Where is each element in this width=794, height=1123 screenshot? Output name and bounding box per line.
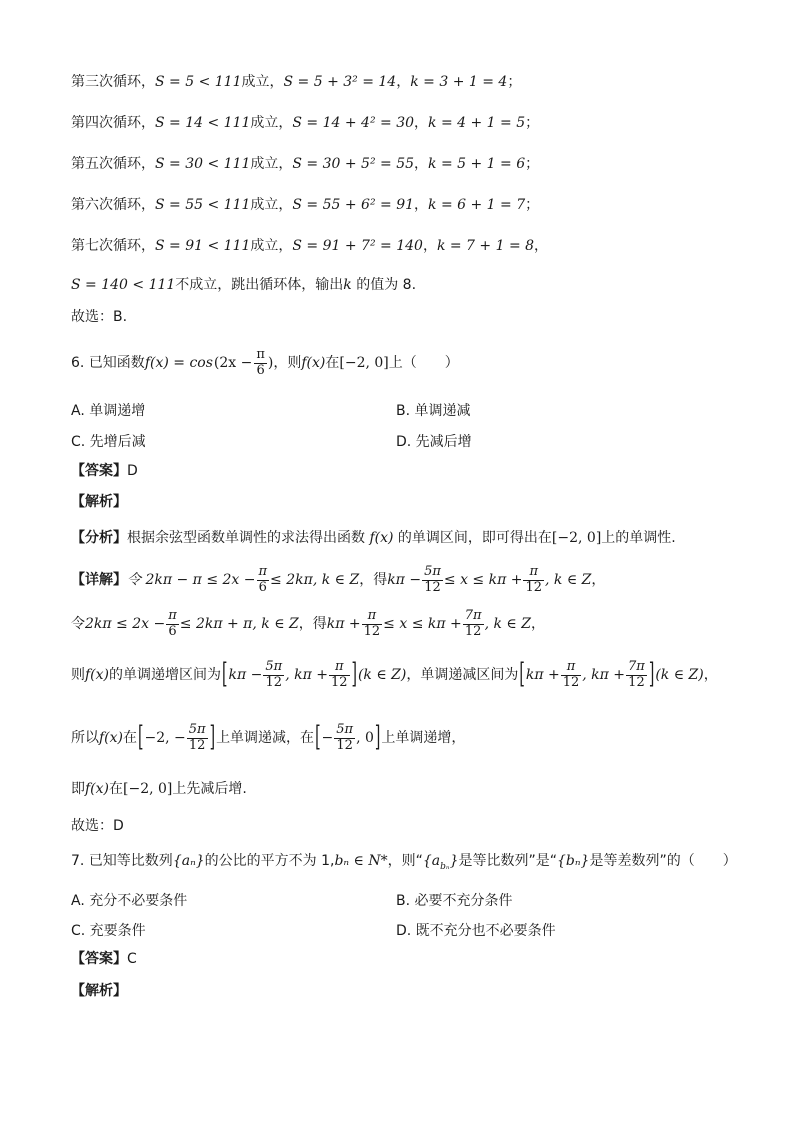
q7-option-a: A. 充分不必要条件 (71, 893, 188, 909)
q7-answer (71, 951, 137, 969)
frac-den: 12 (336, 737, 353, 753)
aset-close: } (449, 853, 459, 869)
stem-text: 上（ ） (388, 355, 459, 371)
frac-num: 5π (188, 722, 206, 738)
sequence-a-bn (422, 853, 459, 872)
loop-line-7: 第七次循环，S = 91 < 111成立，S = 91 + 7² = 140，k = 7 + 1 = 8， (71, 238, 549, 254)
loop-cond-tail: 成立， (250, 115, 293, 131)
fraction (187, 723, 208, 753)
frac-num: 7π (628, 659, 645, 675)
frac-num: π (168, 608, 177, 624)
math: , kπ + (285, 667, 328, 683)
answer-value: D (127, 463, 138, 479)
q6-answer (71, 463, 138, 481)
frac-num: 5π (265, 659, 283, 675)
frac-den: 6 (256, 362, 265, 378)
loop-line-5: 第五次循环，S = 30 < 111成立，S = 30 + 5² = 55，k = 5 + 1 = 6； (71, 156, 540, 172)
paren-open: (2x − (213, 355, 253, 371)
loop-label: 第六次循环， (71, 197, 155, 213)
text: ， (591, 572, 606, 588)
bracket-open: [ (138, 722, 144, 754)
aset-sub: bₙ (440, 861, 450, 872)
q6-option-b: B. 单调递减 (396, 403, 471, 419)
question-number: 6. (71, 355, 85, 371)
loop-cond: S = 14 < 111 (155, 115, 251, 131)
math: , 0 (356, 730, 374, 746)
math: ≤ 2kπ + π, k ∈ Z (179, 616, 299, 632)
frac-num: π (523, 565, 544, 580)
frac-den: 12 (525, 579, 543, 595)
q7-option-d: D. 既不充分也不必要条件 (396, 923, 556, 939)
loop-cond-tail: 成立， (250, 197, 293, 213)
loop-cond-tail: 成立， (250, 238, 293, 254)
fx: f(x) (369, 530, 394, 546)
math: 令 2kπ − π ≤ 2x − (127, 572, 256, 588)
fx: f(x) (99, 730, 124, 746)
frac-num: π (329, 660, 350, 675)
q7-stem (71, 853, 737, 873)
math: (k ∈ Z) (655, 667, 704, 683)
math: , kπ + (582, 667, 626, 683)
frac-den: 6 (258, 579, 267, 595)
bracket-close: ] (351, 659, 357, 691)
text: ，得 (298, 616, 327, 632)
answer-value: C (127, 951, 137, 967)
fenxi-tag: 【分析】 (71, 530, 127, 546)
fx: f(x) (85, 667, 110, 683)
fraction (263, 660, 284, 690)
bracket-close: ] (648, 659, 655, 691)
exit-text-tail: 的值为 8. (351, 277, 417, 293)
frac-num: 5π (424, 564, 441, 580)
exit-var: k (343, 277, 352, 293)
loop-cond: S = 30 < 111 (155, 156, 251, 172)
fraction (523, 565, 544, 595)
q5-select: 故选：B. (71, 309, 128, 325)
loop-cond-tail: 成立， (241, 74, 284, 90)
text: 上先减后增. (172, 781, 247, 797)
fraction (463, 609, 484, 639)
loop-k: k = 6 + 1 = 7 (428, 197, 526, 213)
frac-num: π (561, 660, 582, 675)
loop-cond: S = 55 < 111 (155, 197, 251, 213)
q6-analysis-tag: 【解析】 (71, 494, 127, 510)
bracket-open: [ (315, 722, 321, 754)
stem-text: ，则“ (387, 853, 423, 869)
loop-end: ， (534, 238, 549, 254)
loop-line-4: 第四次循环，S = 14 < 111成立，S = 14 + 4² = 30，k = 4 + 1 = 5； (71, 115, 540, 131)
frac-num: 5π (336, 722, 354, 738)
fraction (626, 660, 647, 690)
text: ，单调递减区间为 (406, 667, 519, 683)
text: 上单调递减，在 (216, 730, 315, 746)
stem-text: 是等比数列”是“ (458, 853, 558, 869)
detail-line-1 (71, 562, 605, 598)
detail-tag: 【详解】 (71, 572, 127, 588)
loop-line-6: 第六次循环，S = 55 < 111成立，S = 55 + 6² = 91，k = 6 + 1 = 7； (71, 197, 540, 213)
bracket-open: [ (519, 659, 525, 691)
fenxi-text: 根据余弦型函数单调性的求法得出函数 (127, 530, 365, 546)
fraction (561, 660, 582, 690)
detail-line-2 (71, 606, 545, 642)
q6-fenxi (71, 530, 676, 548)
q7-option-c: C. 充要条件 (71, 923, 146, 939)
text: ，得 (359, 572, 388, 588)
loop-end: ； (525, 156, 540, 172)
math: −2, − (144, 730, 186, 746)
frac-num: π (256, 347, 265, 363)
loop-k: k = 5 + 1 = 6 (428, 156, 526, 172)
text: 则 (71, 667, 85, 683)
aset: {a (422, 853, 441, 869)
stem-text: 的公比的平方不为 1, (204, 853, 335, 869)
loop-line-3: 第三次循环，S = 5 < 111成立，S = 5 + 3² = 14，k = 3 + 1 = 4； (71, 74, 522, 90)
math: (k ∈ Z) (357, 667, 407, 683)
math: kπ + (326, 616, 361, 632)
loop-label: 第四次循环， (71, 115, 155, 131)
fx: f(x) (85, 781, 110, 797)
detail-line-4 (71, 718, 465, 758)
text: 上单调递增， (381, 730, 466, 746)
answer-tag: 【答案】 (71, 951, 127, 967)
math: ≤ 2kπ, k ∈ Z (270, 572, 360, 588)
frac-den: 12 (424, 579, 441, 595)
text: 令 (71, 616, 85, 632)
loop-label: 第七次循环， (71, 238, 155, 254)
frac-den: 6 (168, 623, 177, 639)
fraction (422, 565, 443, 595)
stem-text: 已知等比数列 (88, 853, 173, 869)
fraction (257, 565, 270, 595)
loop-expr: S = 91 + 7² = 140 (292, 238, 423, 254)
text: 即 (71, 781, 85, 797)
loop-exit-line (71, 277, 416, 295)
text: 的单调递增区间为 (109, 667, 222, 683)
math: ≤ x ≤ kπ + (443, 572, 523, 588)
sequence-a: {aₙ} (172, 853, 205, 869)
bracket-close: ] (374, 722, 381, 754)
answer-tag: 【答案】 (71, 463, 127, 479)
text: 在 (109, 781, 124, 797)
q7-option-b: B. 必要不充分条件 (396, 893, 513, 909)
frac-num: π (362, 609, 383, 624)
frac-num: 7π (464, 608, 482, 624)
loop-expr: S = 30 + 5² = 55 (292, 156, 415, 172)
interval: [−2, 0] (339, 355, 389, 371)
loop-cond-tail: 成立， (250, 156, 293, 172)
text: 在 (123, 730, 138, 746)
stem-text: 已知函数 (88, 355, 145, 371)
function-expr: f(x) = cos (144, 355, 213, 371)
loop-cond: S = 5 < 111 (155, 74, 242, 90)
frac-den: 12 (562, 674, 580, 690)
interval: [−2, 0] (123, 781, 173, 797)
frac-den: 12 (265, 674, 283, 690)
loop-label: 第三次循环， (71, 74, 155, 90)
math: , k ∈ Z (484, 616, 531, 632)
bn-condition: bₙ ∈ N* (334, 853, 388, 869)
question-number: 7. (71, 853, 85, 869)
loop-k: k = 4 + 1 = 5 (428, 115, 526, 131)
fx: f(x) (301, 355, 326, 371)
loop-cond: S = 91 < 111 (155, 238, 251, 254)
loop-end: ； (525, 115, 540, 131)
fenxi-text: 的单调区间，即可得出在 (397, 530, 552, 546)
fraction (334, 723, 355, 753)
q6-option-d: D. 先减后增 (396, 434, 472, 450)
text: 所以 (71, 730, 99, 746)
bracket-close: ] (209, 722, 216, 754)
sequence-b: {bₙ} (557, 853, 590, 869)
loop-expr: S = 5 + 3² = 14 (283, 74, 397, 90)
q6-select: 故选：D (71, 818, 124, 834)
loop-k: k = 3 + 1 = 4 (410, 74, 508, 90)
text: ， (530, 616, 545, 632)
stem-text: 是等差数列”的（ ） (589, 853, 737, 869)
paren-close: ) (267, 355, 274, 371)
loop-expr: S = 55 + 6² = 91 (292, 197, 415, 213)
frac-num: π (258, 564, 268, 580)
frac-den: 12 (363, 623, 381, 639)
loop-expr: S = 14 + 4² = 30 (292, 115, 415, 131)
math: kπ + (525, 667, 560, 683)
loop-label: 第五次循环， (71, 156, 155, 172)
stem-text: 在 (325, 355, 340, 371)
loop-end: ； (507, 74, 522, 90)
text: ， (703, 667, 718, 683)
bracket-open: [ (222, 659, 228, 691)
stem-text: ，则 (273, 355, 302, 371)
exit-cond: S = 140 < 111 (71, 277, 176, 293)
fenxi-text: 上的单调性. (601, 530, 676, 546)
loop-k: k = 7 + 1 = 8 (436, 238, 535, 254)
interval: [−2, 0] (551, 530, 602, 546)
math: kπ − (228, 667, 263, 683)
math: 2kπ ≤ 2x − (85, 616, 166, 632)
frac-den: 12 (628, 674, 645, 690)
exit-text: 不成立，跳出循环体，输出 (175, 277, 344, 293)
frac-den: 12 (464, 623, 482, 639)
loop-end: ； (525, 197, 540, 213)
frac-den: 12 (188, 737, 206, 753)
detail-line-5 (71, 781, 247, 799)
q6-stem (71, 345, 459, 381)
detail-line-3 (71, 655, 718, 695)
math: kπ − (387, 572, 422, 588)
math: , k ∈ Z (545, 572, 592, 588)
q7-analysis-tag: 【解析】 (71, 983, 127, 999)
fraction (166, 609, 179, 639)
fraction (254, 348, 267, 378)
fraction (362, 609, 383, 639)
q6-option-a: A. 单调递增 (71, 403, 146, 419)
q6-option-c: C. 先增后减 (71, 434, 146, 450)
math: − (321, 730, 334, 746)
math: ≤ x ≤ kπ + (383, 616, 462, 632)
fraction (329, 660, 350, 690)
frac-den: 12 (330, 674, 348, 690)
